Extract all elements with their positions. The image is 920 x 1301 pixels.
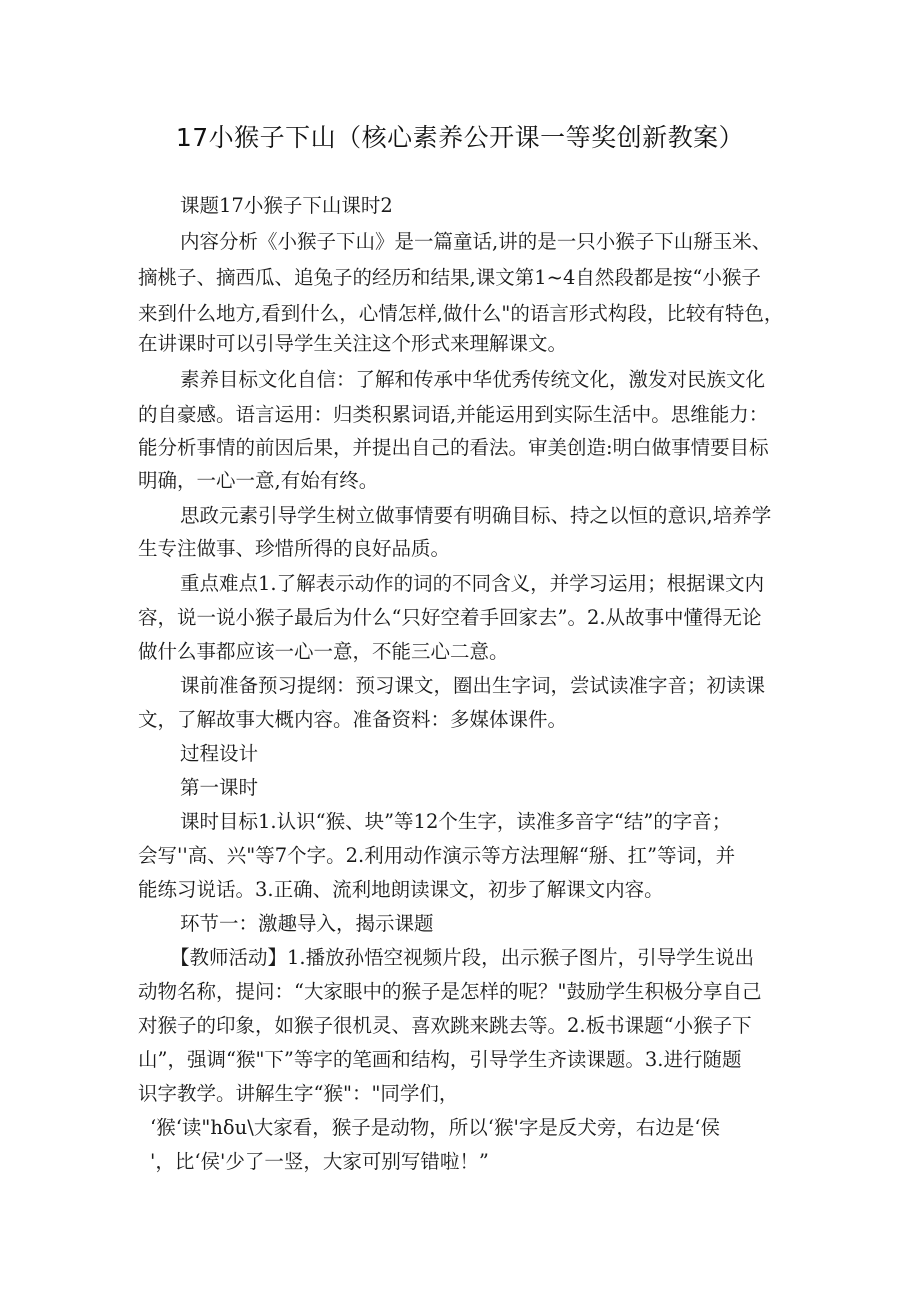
line-20: 会写''高、兴"等7个字。2.利用动作演示等方法理解“掰、扛”等词，并 — [138, 844, 736, 867]
line-5: 在讲课时可以引导学生关注这个形式来理解课文。 — [138, 332, 568, 355]
line-2: 内容分析《小猴子下山》是一篇童话,讲的是一只小猴子下山掰玉米、 — [180, 230, 772, 253]
line-21: 能练习说话。3.正确、流利地朗读课文，初步了解课文内容。 — [138, 878, 664, 901]
line-22: 环节一：激趣导入，揭示课题 — [180, 912, 434, 935]
line-1: 课题17小猴子下山课时2 — [180, 194, 393, 217]
line-9: 明确，一心一意,有始有终。 — [138, 469, 379, 492]
line-24: 动物名称，提问：“大家眼中的猴子是怎样的呢？"鼓励学生积极分享自己 — [138, 980, 762, 1003]
line-18: 第一课时 — [180, 776, 259, 799]
line-27: 识字教学。讲解生字“猴"："同学们， — [138, 1082, 459, 1105]
line-8: 能分析事情的前因后果，并提出自己的看法。审美创造:明白做事情要目标 — [138, 436, 769, 459]
line-28: ‘猴‘读"hδu\大家看，猴子是动物，所以‘猴'字是反犬旁，右边是‘侯 — [150, 1116, 721, 1139]
line-25: 对猴子的印象，如猴子很机灵、喜欢跳来跳去等。2.板书课题“小猴子下 — [138, 1014, 752, 1037]
document-title: 17小猴子下山（核心素养公开课一等奖创新教案） — [175, 123, 745, 152]
line-15: 课前准备预习提纲：预习课文，圈出生字词，尝试读准字音；初读课 — [180, 674, 766, 697]
line-16: 文，了解故事大概内容。准备资料：多媒体课件。 — [138, 708, 568, 731]
line-6: 素养目标文化自信：了解和传承中华优秀传统文化，激发对民族文化 — [180, 368, 766, 391]
line-11: 生专注做事、珍惜所得的良好品质。 — [138, 537, 451, 560]
line-12: 重点难点1.了解表示动作的词的不同含义，并学习运用；根据课文内 — [180, 572, 765, 595]
line-13: 容，说一说小猴子最后为什么“只好空着手回家去”。2.从故事中懂得无论 — [138, 606, 762, 629]
line-19: 课时目标1.认识“猴、块”等12个生字，读准多音字“结”的字音； — [180, 810, 732, 833]
line-7: 的自豪感。语言运用：归类积累词语,并能运用到实际生活中。思维能力： — [138, 403, 769, 426]
line-4: 来到什么地方,看到什么，心情怎样,做什么"的语言形式构段，比较有特色， — [138, 302, 784, 325]
line-29: '，比‘侯'少了一竖，大家可别写错啦！” — [150, 1150, 489, 1173]
line-26: 山”，强调“猴"下”等字的笔画和结构，引导学生齐读课题。3.进行随题 — [138, 1048, 742, 1071]
line-10: 思政元素引导学生树立做事情要有明确目标、持之以恒的意识,培养学 — [180, 504, 772, 527]
line-23: 【教师活动】1.播放孙悟空视频片段，出示猴子图片，引导学生说出 — [170, 946, 755, 969]
line-3: 摘桃子、摘西瓜、追兔子的经历和结果,课文第1~4自然段都是按“小猴子 — [138, 266, 761, 289]
line-14: 做什么事都应该一心一意，不能三心二意。 — [138, 640, 509, 663]
line-17: 过程设计 — [180, 742, 259, 765]
